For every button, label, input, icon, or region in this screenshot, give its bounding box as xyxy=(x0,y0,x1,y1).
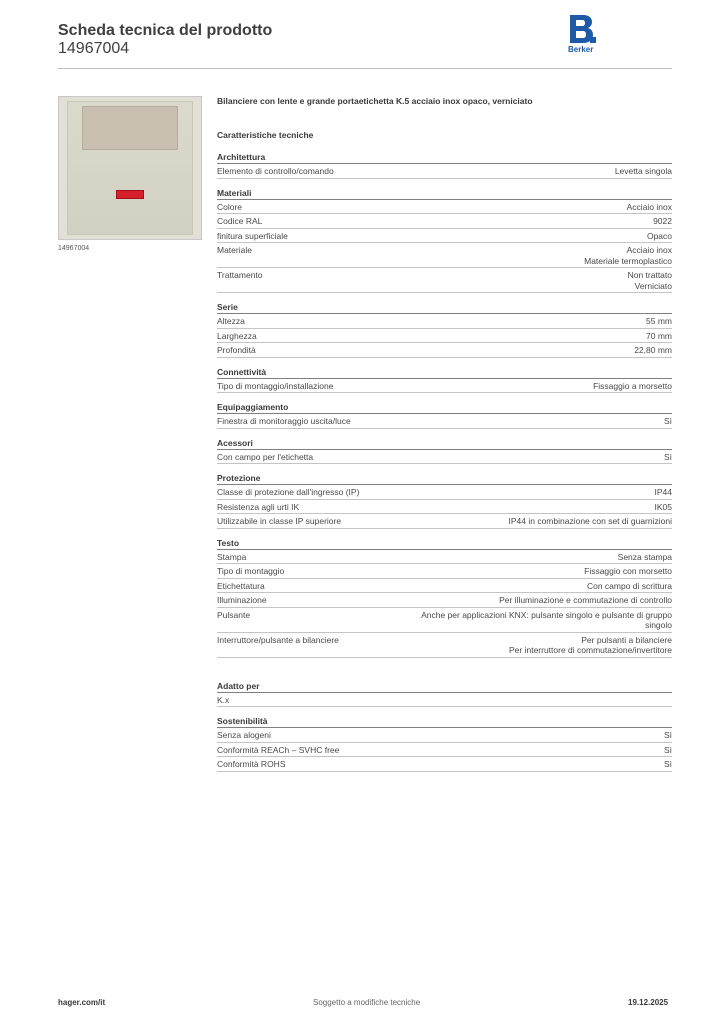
spec-value xyxy=(262,216,672,227)
rocker-plate xyxy=(67,101,193,235)
spec-value xyxy=(334,166,672,177)
spec-section xyxy=(217,538,672,658)
spec-section xyxy=(217,473,672,529)
product-code: 14967004 xyxy=(58,40,130,57)
product-image xyxy=(58,96,202,240)
spec-value-line: Acciaio inox xyxy=(626,245,672,255)
spec-value-line: Opaco xyxy=(646,230,672,241)
spec-row xyxy=(217,514,672,529)
section-heading: Protezione xyxy=(217,473,672,485)
spec-value-line: Con campo di scrittura xyxy=(586,580,672,591)
spec-row xyxy=(217,214,672,229)
spec-section xyxy=(217,188,672,294)
section-heading: Serie xyxy=(217,302,672,314)
spec-value xyxy=(288,231,672,242)
spec-row xyxy=(217,414,672,429)
spec-key: Etichettatura xyxy=(217,580,265,591)
page-title: Scheda tecnica del prodotto xyxy=(58,22,273,39)
spec-key: Trattamento xyxy=(217,270,263,280)
spec-content xyxy=(217,96,672,781)
spec-row xyxy=(217,693,672,708)
spec-key: Resistenza agli urti IK xyxy=(217,501,300,512)
spec-row xyxy=(217,500,672,515)
spec-section xyxy=(217,716,672,772)
spec-value xyxy=(341,516,672,527)
spec-key: Con campo per l'etichetta xyxy=(217,451,314,462)
spec-key: Utilizzabile in classe IP superiore xyxy=(217,516,342,526)
spec-key: Conformità REACh – SVHC free xyxy=(217,744,340,755)
spec-value-line: 55 mm xyxy=(646,316,672,326)
spec-value-line: Sì xyxy=(663,416,672,426)
spec-key: Senza alogeni xyxy=(217,730,271,740)
spec-value-line: Per illuminazione e commutazione di controllo xyxy=(499,595,672,605)
spec-value-line: IK05 xyxy=(654,501,672,512)
tech-heading: Caratteristiche tecniche xyxy=(217,130,314,140)
header-divider xyxy=(58,68,672,69)
spec-value-line: Sì xyxy=(663,451,672,462)
spec-row xyxy=(217,243,672,268)
brand-name: Berker xyxy=(568,45,594,54)
spec-key: Pulsante xyxy=(217,609,251,620)
spec-section xyxy=(217,367,672,394)
product-description: Bilanciere con lente e grande portaetichetta K.5 acciaio inox opaco, verniciato xyxy=(217,96,533,106)
spec-section xyxy=(217,438,672,465)
spec-value-line: Sì xyxy=(663,759,672,769)
spec-row xyxy=(217,728,672,743)
spec-row xyxy=(217,229,672,244)
spec-row xyxy=(217,164,672,179)
spec-row xyxy=(217,743,672,758)
spec-section xyxy=(217,302,672,358)
spec-value xyxy=(299,502,672,513)
spec-value-line: Fissaggio a morsetto xyxy=(593,380,672,391)
spec-value xyxy=(265,581,672,592)
spec-value-line: Per interruttore di commutazione/invertitore xyxy=(509,645,672,655)
section-heading: Materiali xyxy=(217,188,672,200)
spec-row xyxy=(217,579,672,594)
spec-value xyxy=(245,316,672,327)
section-heading: Adatto per xyxy=(217,681,672,693)
spec-value-line: Fissaggio con morsetto xyxy=(584,566,672,576)
spec-value-line: Verniciato xyxy=(634,280,672,291)
spec-row xyxy=(217,450,672,465)
spec-key: finitura superficiale xyxy=(217,230,288,241)
spec-key: Profondità xyxy=(217,345,256,355)
spec-value-line: Anche per applicazioni KNX: pulsante singolo e pulsante di gruppo xyxy=(421,609,672,620)
spec-value-line: Per pulsanti a bilanciere xyxy=(581,634,672,645)
spec-section xyxy=(217,402,672,429)
spec-row xyxy=(217,343,672,358)
spec-value-line: IP44 xyxy=(654,487,672,497)
spec-key: K.x xyxy=(217,694,230,705)
spec-value xyxy=(246,552,672,563)
image-caption: 14967004 xyxy=(58,245,90,252)
spec-row xyxy=(217,633,672,658)
spec-key: Illuminazione xyxy=(217,595,267,605)
spec-row xyxy=(217,329,672,344)
spec-section xyxy=(217,152,672,179)
label-holder xyxy=(82,106,178,150)
spec-sections-after xyxy=(217,681,672,772)
spec-key: Classe di protezione dall'ingresso (IP) xyxy=(217,487,360,497)
spec-value-line: IP44 in combinazione con set di guarnizioni xyxy=(508,516,672,526)
spec-key: Finestra di monitoraggio uscita/luce xyxy=(217,416,351,426)
section-heading: Testo xyxy=(217,538,672,550)
spec-sections xyxy=(217,152,672,658)
spec-value xyxy=(333,381,672,392)
spec-row xyxy=(217,608,672,633)
spec-key: Stampa xyxy=(217,551,247,562)
spec-value-line: Non trattato xyxy=(627,270,672,280)
spec-row xyxy=(217,564,672,579)
spec-section xyxy=(217,681,672,708)
spec-value-line: singolo xyxy=(645,620,672,630)
spec-value xyxy=(351,416,672,427)
spec-value xyxy=(284,566,672,577)
section-gap xyxy=(217,667,672,681)
footer-note: Soggetto a modifiche tecniche xyxy=(313,998,421,1007)
spec-value-line: Acciaio inox xyxy=(626,201,672,212)
spec-key: Materiale xyxy=(217,245,252,255)
footer-website[interactable]: hager.com/it xyxy=(58,998,106,1007)
spec-value xyxy=(271,730,672,741)
berker-logo xyxy=(566,15,606,57)
section-heading: Connettività xyxy=(217,367,672,379)
spec-key: Conformità ROHS xyxy=(217,759,286,769)
spec-value xyxy=(286,759,673,770)
spec-value-line: Sì xyxy=(663,744,672,755)
spec-value xyxy=(263,270,672,291)
red-lens xyxy=(116,190,144,199)
spec-row xyxy=(217,268,672,293)
spec-value-line: Materiale termoplastico xyxy=(584,255,672,266)
spec-key: Larghezza xyxy=(217,330,257,341)
spec-row xyxy=(217,593,672,608)
spec-row xyxy=(217,550,672,565)
footer-date: 19.12.2025 xyxy=(628,998,669,1007)
spec-value-line: Senza stampa xyxy=(617,551,672,562)
spec-key: Elemento di controllo/comando xyxy=(217,166,334,176)
spec-key: Codice RAL xyxy=(217,216,263,226)
spec-value xyxy=(313,452,672,463)
spec-key: Tipo di montaggio/installazione xyxy=(217,380,334,391)
section-heading: Acessori xyxy=(217,438,672,450)
spec-value xyxy=(339,635,672,656)
spec-value xyxy=(256,345,672,356)
spec-row xyxy=(217,379,672,394)
spec-key: Interruttore/pulsante a bilanciere xyxy=(217,634,339,645)
spec-value-line: 9022 xyxy=(653,216,672,226)
spec-value xyxy=(267,595,672,606)
spec-key: Tipo di montaggio xyxy=(217,566,285,576)
spec-value-line: 70 mm xyxy=(646,330,672,341)
spec-value xyxy=(229,695,672,706)
spec-value xyxy=(257,331,672,342)
spec-key: Altezza xyxy=(217,316,245,326)
spec-value xyxy=(359,487,672,498)
spec-row xyxy=(217,314,672,329)
berker-b-icon xyxy=(568,15,596,43)
spec-row xyxy=(217,757,672,772)
section-heading: Sostenibilità xyxy=(217,716,672,728)
spec-value xyxy=(242,202,672,213)
spec-value-line: 22,80 mm xyxy=(634,345,672,355)
spec-value xyxy=(250,610,672,631)
spec-row xyxy=(217,200,672,215)
spec-value xyxy=(339,745,672,756)
spec-row xyxy=(217,485,672,500)
spec-value xyxy=(252,245,672,266)
spec-value-line: Levetta singola xyxy=(614,166,672,176)
spec-key: Colore xyxy=(217,201,243,212)
section-heading: Architettura xyxy=(217,152,672,164)
section-heading: Equipaggiamento xyxy=(217,402,672,414)
spec-value-line: Sì xyxy=(663,730,672,740)
